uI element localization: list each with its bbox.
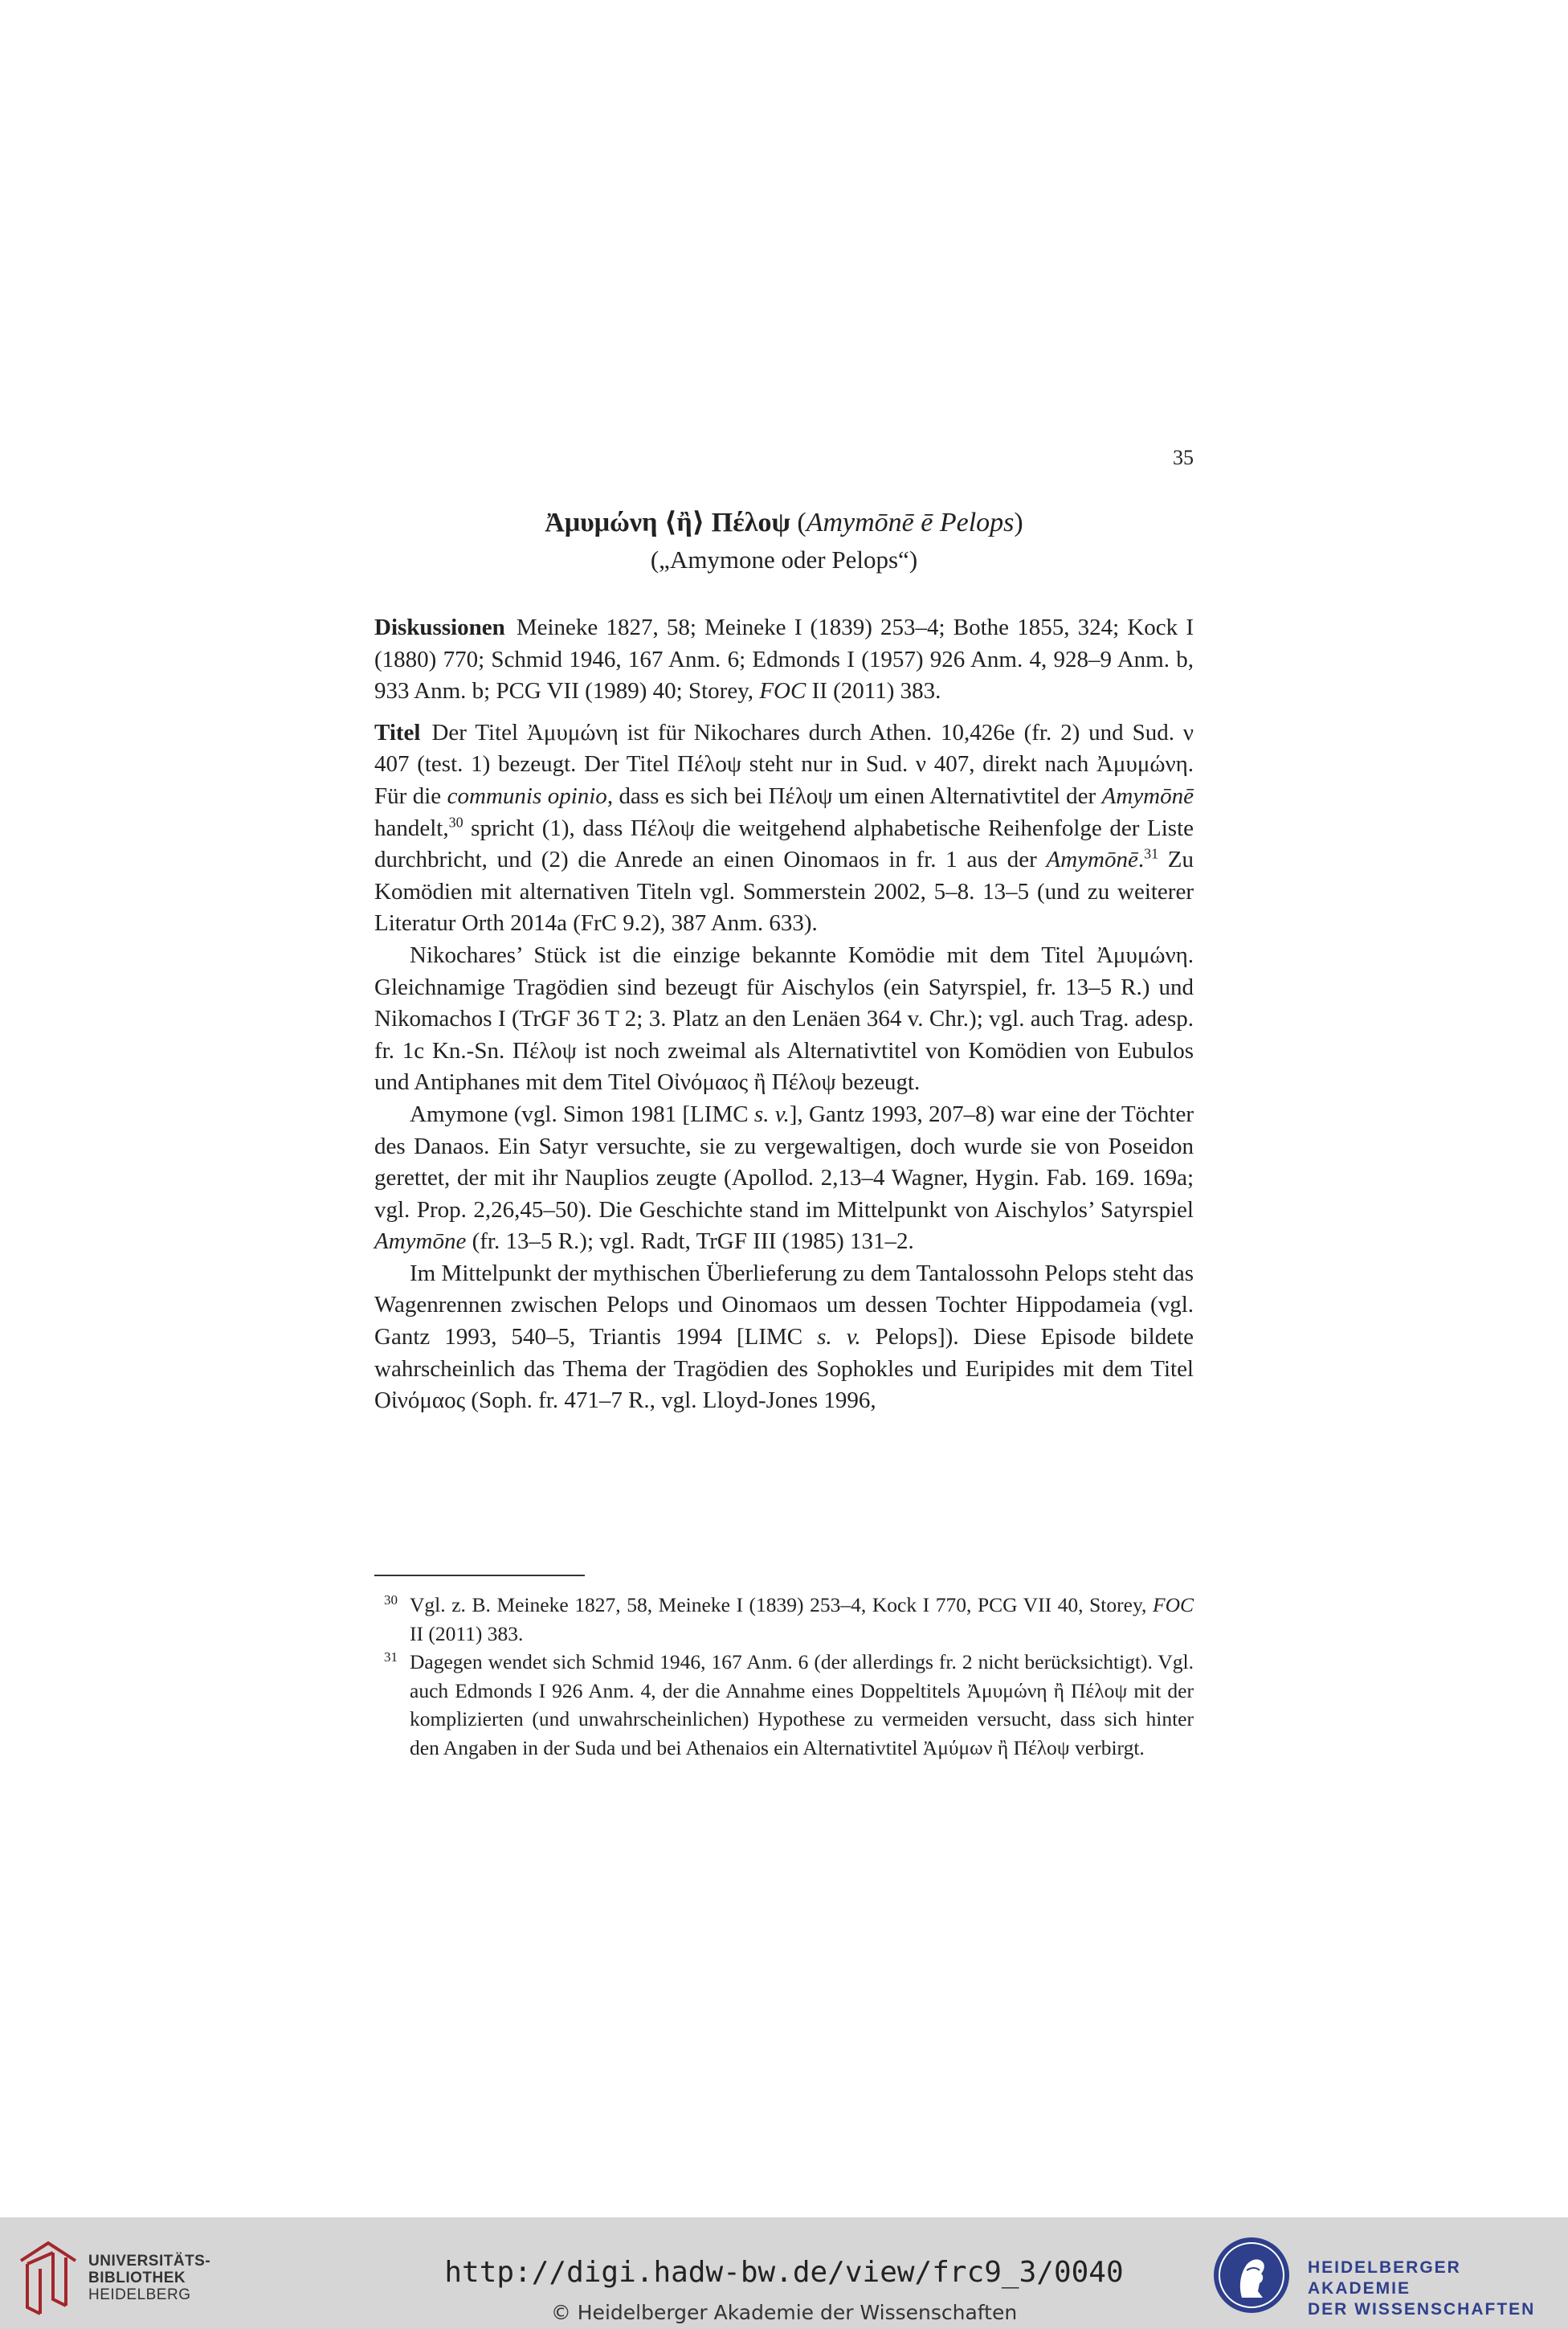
pelops-italic-1: s. v. [817, 1324, 861, 1350]
titel-text-2: , dass es sich bei Πέλοψ um einen Alternativtitel der [606, 782, 1102, 809]
amymone-italic-2: Amymōne [374, 1228, 467, 1255]
footnote-text: Dagegen wendet sich Schmid 1946, 167 Anm. 6 (der allerdings fr. 2 nicht berücksichtigt). Vgl. auch Edmonds I 926 Anm. 4, der die Annahme eines Doppeltitels Ἀμυμώνη ἢ Πέλοψ mit der komplizierten (und unwahrscheinlichen) Hypothese zu vermeiden versucht, dass sich hinter den Angaben in der Suda und bei Athenaios ein Alternativtitel Ἀμύμων ἢ Πέλοψ verbirgt. [410, 1650, 1194, 1759]
footnote-text: Vgl. z. B. Meineke 1827, 58, Meineke I (1839) 253–4, Kock I 770, PCG VII 40, Storey, [410, 1593, 1153, 1616]
ub-line-3: HEIDELBERG [88, 2286, 191, 2303]
amymone-text-1: Amymone (vgl. Simon 1981 [LIMC [410, 1101, 754, 1127]
footnote-ref-30[interactable]: 30 [448, 813, 463, 830]
diskussionen-italic: FOC [759, 678, 806, 705]
transliterated-title: Amymōnē ē Pelops [806, 508, 1015, 537]
ub-line-1: UNIVERSITÄTS- [88, 2253, 211, 2270]
titel-text-6: Zu Komödien mit alternativen Titeln vgl. Sommerstein 2002, 5–8. 13–5 (und zu weiterer Literatur Orth 2014a (FrC 9.2), 387 Anm. 633). [374, 847, 1194, 937]
footnote-30 [374, 1591, 1194, 1648]
greek-title: Ἀμυμώνη ⟨ἢ⟩ Πέλοψ [545, 508, 790, 537]
paragraph-nikochares: Nikochares’ Stück ist die einzige bekannte Komödie mit dem Titel Ἀμυμώνη. Gleichnamige Tragödien sind bezeugt für Aischylos (ein Satyrspiel, fr. 13–5 R.) und Nikomachos I (TrGF 36 T 2; 3. Platz an den Lenäen 364 v. Chr.); vgl. auch Trag. adesp. fr. 1c Kn.-Sn. Πέλοψ ist noch zweimal als Alternativtitel von Komödien von Eubulos und Antiphanes mit dem Titel Οἰνόμαος ἢ Πέλοψ bezeugt. [374, 942, 1194, 1096]
academy-seal-icon [1211, 2235, 1292, 2315]
footnote-number: 30 [384, 1592, 398, 1608]
titel-italic-2: Amymōnē [1101, 782, 1194, 809]
diskussionen-label: Diskussionen [374, 615, 505, 640]
amymone-text-2: ], Gantz 1993, 207–8) war eine der Töchter des Danaos. Ein Satyr versuchte, sie zu vergewaltigen, doch wurde sie von Poseidon gerettet, der mit ihr Nauplios zeugte (Apollod. 2,13–4 Wagner, Hygin. Fab. 169. 169a; vgl. Prop. 2,26,45–50). Die Geschichte stand im Mittelpunkt von Aischylos’ Satyrspiel [374, 1101, 1194, 1223]
diskussionen-text: Meineke 1827, 58; Meineke I (1839) 253–4; Bothe 1855, 324; Kock I (1880) 770; Schmid 1946, 167 Anm. 6; Edmonds I (1957) 926 Anm. 4, 928–9 Anm. b, 933 Anm. b; PCG VII (1989) 40; Storey, [374, 615, 1194, 705]
amymone-text-3: (fr. 13–5 R.); vgl. Radt, TrGF III (1985) 131–2. [466, 1228, 914, 1255]
ub-line-2: BIBLIOTHEK [88, 2270, 186, 2286]
footnote-italic: FOC [1153, 1593, 1194, 1616]
diskussionen-text-end: II (2011) 383. [806, 678, 941, 705]
titel-text-1: Der Titel Ἀμυμώνη ist für Nikochares durch Athen. 10,426e (fr. 2) und Sud. ν 407 (test. 1) bezeugt. Der Titel Πέλοψ steht nur in Sud. ν 407, direkt nach Ἀμυμώνη. Für die [374, 719, 1194, 809]
titel-text-3: handelt, [374, 815, 449, 841]
titel-italic-1: communis opinio [447, 782, 607, 809]
academy-line-2: DER WISSENSCHAFTEN [1308, 2300, 1536, 2319]
titel-text-5: . [1137, 847, 1145, 873]
footnote-ref-31[interactable]: 31 [1144, 845, 1159, 862]
pelops-text-2: Pelops]). Diese Episode bildete wahrscheinlich das Thema der Tragödien des Sophokles und Euripides mit dem Titel Οἰνόμαος (Soph. fr. 471–7 R., vgl. Lloyd-Jones 1996, [374, 1324, 1194, 1414]
page-number: 35 [1173, 446, 1194, 469]
footnote-text-end: II (2011) 383. [410, 1621, 524, 1645]
footer-bar [0, 2217, 1568, 2329]
diskussionen-section [374, 612, 1194, 708]
title-open-paren: ( [790, 508, 806, 537]
permalink-url[interactable]: http://digi.hadw-bw.de/view/frc9_3/0040 [444, 2256, 1124, 2289]
footnote-number: 31 [384, 1649, 398, 1665]
article-heading [374, 505, 1194, 578]
title-line [374, 505, 1194, 541]
title-close-paren: ) [1014, 508, 1023, 537]
pelops-text-1: Im Mittelpunkt der mythischen Überlieferung zu dem Tantalossohn Pelops steht das Wagenrennen zwischen Pelops und Oinomaos um dessen Tochter Hippodameia (vgl. Gantz 1993, 540–5, Triantis 1994 [LIMC [374, 1260, 1194, 1350]
copyright-notice: © Heidelberger Akademie der Wissenschaften [550, 2301, 1018, 2324]
titel-section [374, 717, 1194, 940]
academy-name [1308, 2257, 1568, 2320]
academy-line-1: HEIDELBERGER AKADEMIE [1308, 2258, 1461, 2298]
titel-text-4: spricht (1), dass Πέλοψ die weitgehend alphabetische Reihenfolge der Liste durchbricht, und (2) die Anrede an einen Oinomaos in fr. 1 aus der [374, 815, 1194, 873]
footnote-divider [374, 1575, 585, 1576]
amymone-italic-1: s. v. [753, 1101, 790, 1127]
footnotes [374, 1591, 1194, 1763]
titel-label: Titel [374, 719, 421, 746]
title-translation: („Amymone oder Pelops“) [650, 545, 918, 574]
paragraph-pelops [374, 1258, 1194, 1417]
commentary-body [374, 612, 1194, 1417]
footnote-31 [374, 1648, 1194, 1762]
paragraph-amymone [374, 1099, 1194, 1258]
titel-italic-3: Amymōnē [1046, 847, 1138, 873]
